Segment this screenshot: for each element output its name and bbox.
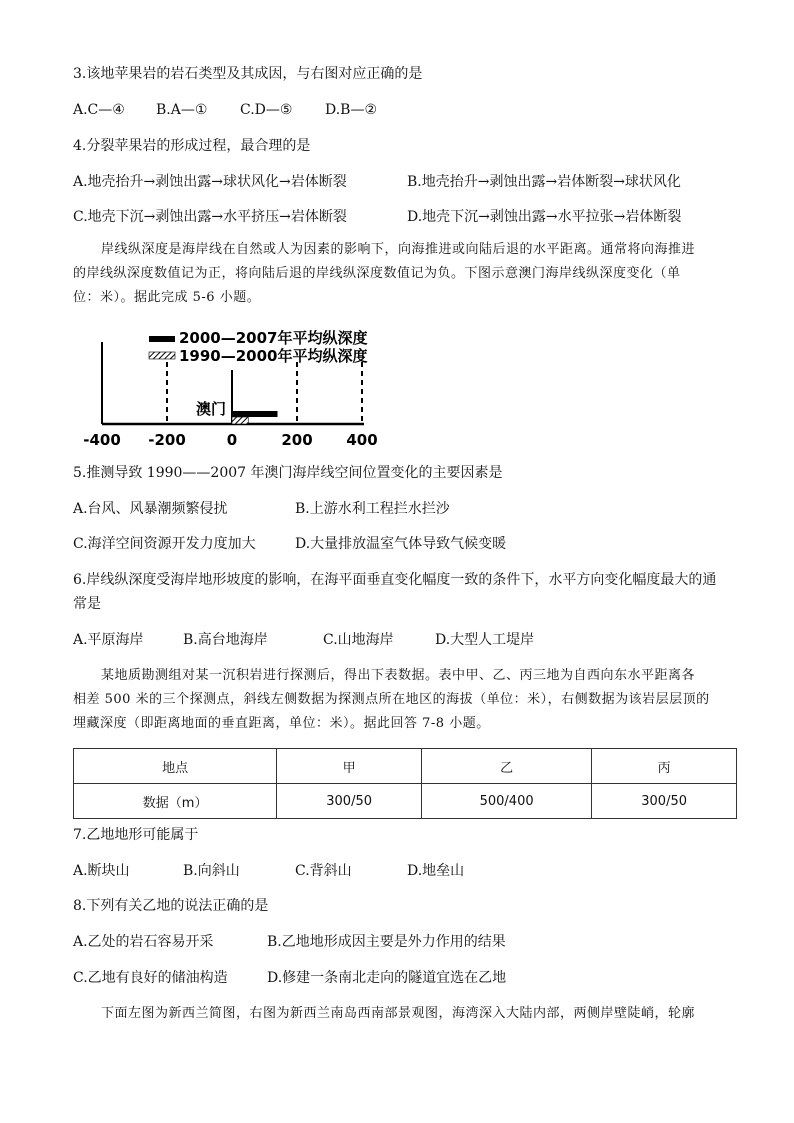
q8-option-b: B.乙地地形成因主要是外力作用的结果: [267, 934, 506, 950]
q8-option-d: D.修建一条南北走向的隧道宜选在乙地: [267, 970, 507, 986]
q6-option-a: A.平原海岸: [73, 632, 144, 648]
coastline-depth-chart: [82, 322, 402, 452]
q4-option-d: D.地壳下沉→剥蚀出露→水平拉张→岩体断裂: [407, 209, 682, 225]
q3-option-b: B.A—①: [156, 102, 208, 118]
x-tick-label: 0: [226, 431, 238, 449]
intro-5-6-line1: 岸线纵深度是海岸线在自然或人为因素的影响下，向海推进或向陆后退的水平距离。通常将向海推进: [101, 242, 696, 257]
q6-option-c: C.山地海岸: [323, 632, 394, 648]
table-header-cell: 乙: [421, 749, 591, 784]
table-cell: 500/400: [421, 784, 591, 819]
table-cell: 300/50: [592, 784, 737, 819]
q7-option-c: C.背斜山: [295, 863, 352, 879]
q7-option-b: B.向斜山: [183, 863, 240, 879]
q6-option-d: D.大型人工堤岸: [435, 632, 535, 648]
q3-option-a: A.C—④: [73, 102, 125, 118]
q8-option-a: A.乙处的岩石容易开采: [73, 934, 214, 950]
q5-option-a: A.台风、风暴潮频繁侵扰: [73, 501, 228, 517]
legend-label-hatched: 1990—2000年平均纵深度: [179, 347, 368, 365]
x-tick-label: 200: [281, 431, 313, 449]
table-header-row: [74, 749, 737, 784]
q8-option-c: C.乙地有良好的储油构造: [73, 970, 228, 986]
intro-7-8: [73, 664, 723, 736]
intro-5-6-line2: 的岸线纵深度数值记为正，将向陆后退的岸线纵深度数值记为负。下图示意澳门海岸线纵深度变化（单: [73, 266, 681, 281]
q7-option-d: D.地垒山: [407, 863, 465, 879]
q5-option-d: D.大量排放温室气体导致气候变暖: [295, 536, 507, 552]
bar-1990-2000: [232, 417, 248, 424]
table-header-cell: 丙: [592, 749, 737, 784]
q3-option-c: C.D—⑤: [240, 102, 293, 118]
q4-stem: 4.分裂苹果岩的形成过程，最合理的是: [73, 138, 311, 154]
x-tick-label: -200: [148, 431, 186, 449]
table-cell: 数据（m）: [74, 784, 277, 819]
q4-option-a: A.地壳抬升→剥蚀出露→球状风化→岩体断裂: [73, 174, 347, 190]
q6-option-b: B.高台地海岸: [183, 632, 268, 648]
x-tick-label: -400: [83, 431, 121, 449]
legend-swatch-hatched: [149, 352, 175, 359]
q3-stem: 3.该地苹果岩的岩石类型及其成因，与右图对应正确的是: [73, 66, 423, 82]
q4-option-b: B.地壳抬升→剥蚀出露→岩体断裂→球状风化: [407, 174, 681, 190]
legend-swatch-solid: [149, 336, 175, 342]
q8-stem: 8.下列有关乙地的说法正确的是: [73, 898, 269, 914]
intro-7-8-line1: 某地质勘测组对某一沉积岩进行探测后，得出下表数据。表中甲、乙、丙三地为自西向东水平距离各: [101, 668, 696, 683]
q7-option-a: A.断块山: [73, 863, 130, 879]
q5-stem: 5.推测导致 1990——2007 年澳门海岸线空间位置变化的主要因素是: [73, 465, 503, 481]
q5-option-c: C.海洋空间资源开发力度加大: [73, 536, 256, 552]
table-cell: 300/50: [277, 784, 422, 819]
q6-stem-line1: 6.岸线纵深度受海岸地形坡度的影响，在海平面垂直变化幅度一致的条件下，水平方向变化幅度最大的通: [73, 572, 717, 588]
survey-data-table: [73, 748, 737, 819]
bar-2000-2007: [232, 411, 278, 417]
q6-stem-line2: 常是: [73, 596, 101, 612]
q4-option-c: C.地壳下沉→剥蚀出露→水平挤压→岩体断裂: [73, 209, 347, 225]
table-header-cell: 地点: [74, 749, 277, 784]
intro-last: [73, 1002, 723, 1026]
intro-7-8-line3: 埋藏深度（即距离地面的垂直距离，单位：米）。据此回答 7-8 小题。: [73, 716, 490, 731]
x-tick-label: 400: [346, 431, 378, 449]
q5-option-b: B.上游水利工程拦水拦沙: [295, 501, 450, 517]
table-row: [74, 784, 737, 819]
category-label: 澳门: [195, 400, 226, 418]
intro-last-line1: 下面左图为新西兰简图，右图为新西兰南岛西南部景观图，海湾深入大陆内部，两侧岸壁陡峭，轮廓: [101, 1006, 696, 1021]
legend-label-solid: 2000—2007年平均纵深度: [179, 329, 368, 347]
table-header-cell: 甲: [277, 749, 422, 784]
intro-5-6: [73, 238, 723, 310]
q3-option-d: D.B—②: [325, 102, 378, 118]
intro-7-8-line2: 相差 500 米的三个探测点，斜线左侧数据为探测点所在地区的海拔（单位：米），右侧数据为该岩层层顶的: [73, 692, 710, 707]
intro-5-6-line3: 位：米）。据此完成 5-6 小题。: [73, 290, 261, 305]
q7-stem: 7.乙地地形可能属于: [73, 827, 199, 843]
